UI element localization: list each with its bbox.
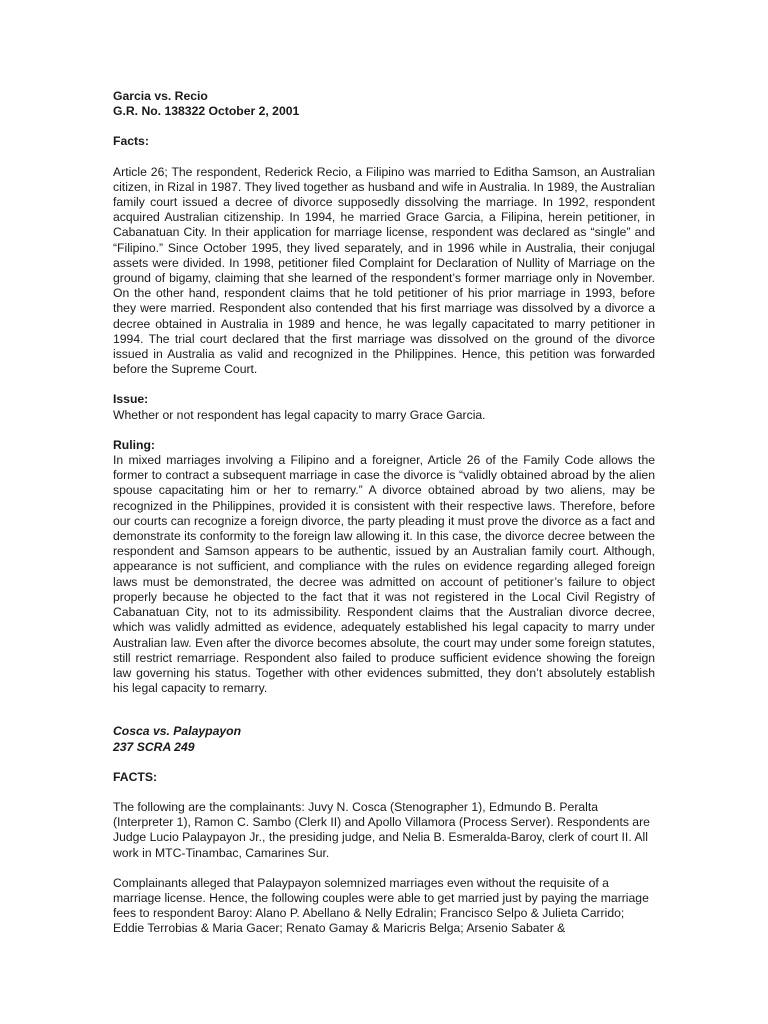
case-citation: G.R. No. 138322 October 2, 2001 (113, 104, 300, 119)
ruling-paragraph: In mixed marriages involving a Filipino and a foreigner, Article 26 of the Family Code allows the former to contract a subsequent marriage in case the divorce is “validly obtained abroad by the alien spouse capacitating him or her to remarry.” A divorce obtained abroad by two aliens, may be recognized in the Philippines, provided it is consistent with their respective laws. Therefore, before our courts can recognize a foreign divorce, the party pleading it must prove the divorce as a fact and demonstrate its conformity to the foreign law allowing it. In this case, the divorce decree between the respondent and Samson appears to be authentic, issued by an Australian family court. Although, appearance is not sufficient, and compliance with the rules on evidence regarding alleged foreign laws must be demonstrated, the decree was admitted on account of petitioner’s failure to object properly because he objected to the fact that it was not registered in the Local Civil Registry of Cabanatuan City, not to its admissibility. Respondent claims that the Australian divorce decree, which was validly admitted as evidence, adequately established his legal capacity to marry under Australian law. Even after the divorce becomes absolute, the court may under some foreign statutes, still restrict remarriage. Respondent also failed to produce sufficient evidence showing the foreign law governing his status. Together with other evidences submitted, they don’t absolutely establish his legal capacity to remarry. (113, 453, 655, 696)
case-citation: 237 SCRA 249 (113, 739, 195, 754)
facts-paragraph: Article 26; The respondent, Rederick Recio, a Filipino was married to Editha Samson, an Australian citizen, in Rizal in 1987. They lived together as husband and wife in Australia. In 1989, the Australian family court issued a decree of divorce supposedly dissolving the marriage. In 1992, respondent acquired Australian citizenship. In 1994, he married Grace Garcia, a Filipina, herein petitioner, in Cabanatuan City. In their application for marriage license, respondent was declared as “single” and “Filipino.” Since October 1995, they lived separately, and in 1996 while in Australia, their conjugal assets were divided. In 1998, petitioner filed Complaint for Declaration of Nullity of Marriage on the ground of bigamy, claiming that she learned of the respondent’s former marriage only in November. On the other hand, respondent claims that he told petitioner of his prior marriage in 1993, before they were married. Respondent also contended that his first marriage was dissolved by a divorce a decree obtained in Australia in 1989 and hence, he was legally capacitated to marry petitioner in 1994. The trial court declared that the first marriage was dissolved on the ground of the divorce issued in Australia as valid and recognized in the Philippines. Hence, this petition was forwarded before the Supreme Court. (113, 164, 655, 377)
document-page (113, 89, 655, 937)
complainants-paragraph: The following are the complainants: Juvy N. Cosca (Stenographer 1), Edmundo B. Peralta (Interpreter 1), Ramon C. Sambo (Clerk II) and Apollo Villamora (Process Server). Respondents are Judge Lucio Palaypayon Jr., the presiding judge, and Nelia B. Esmeralda-Baroy, clerk of court II. All work in MTC-Tinambac, Camarines Sur. (113, 799, 650, 860)
allegations-paragraph: Complainants alleged that Palaypayon solemnized marriages even without the requisite of a marriage license. Hence, the following couples were able to get married just by paying the marriage fees to respondent Baroy: Alano P. Abellano & Nelly Edralin; Francisco Selpo & Julieta Carrido; Eddie Terrobias & Maria Gacer; Renato Gamay & Maricris Belga; Arsenio Sabater & (113, 875, 649, 936)
ruling-heading: Ruling: (113, 437, 155, 452)
facts-heading: Facts: (113, 134, 149, 149)
case-title: Garcia vs. Recio (113, 89, 208, 103)
facts-heading: FACTS: (113, 769, 158, 784)
case-title: Cosca vs. Palaypayon (113, 724, 242, 739)
issue-heading: Issue: (113, 392, 149, 407)
issue-paragraph: Whether or not respondent has legal capacity to marry Grace Garcia. (113, 407, 486, 422)
